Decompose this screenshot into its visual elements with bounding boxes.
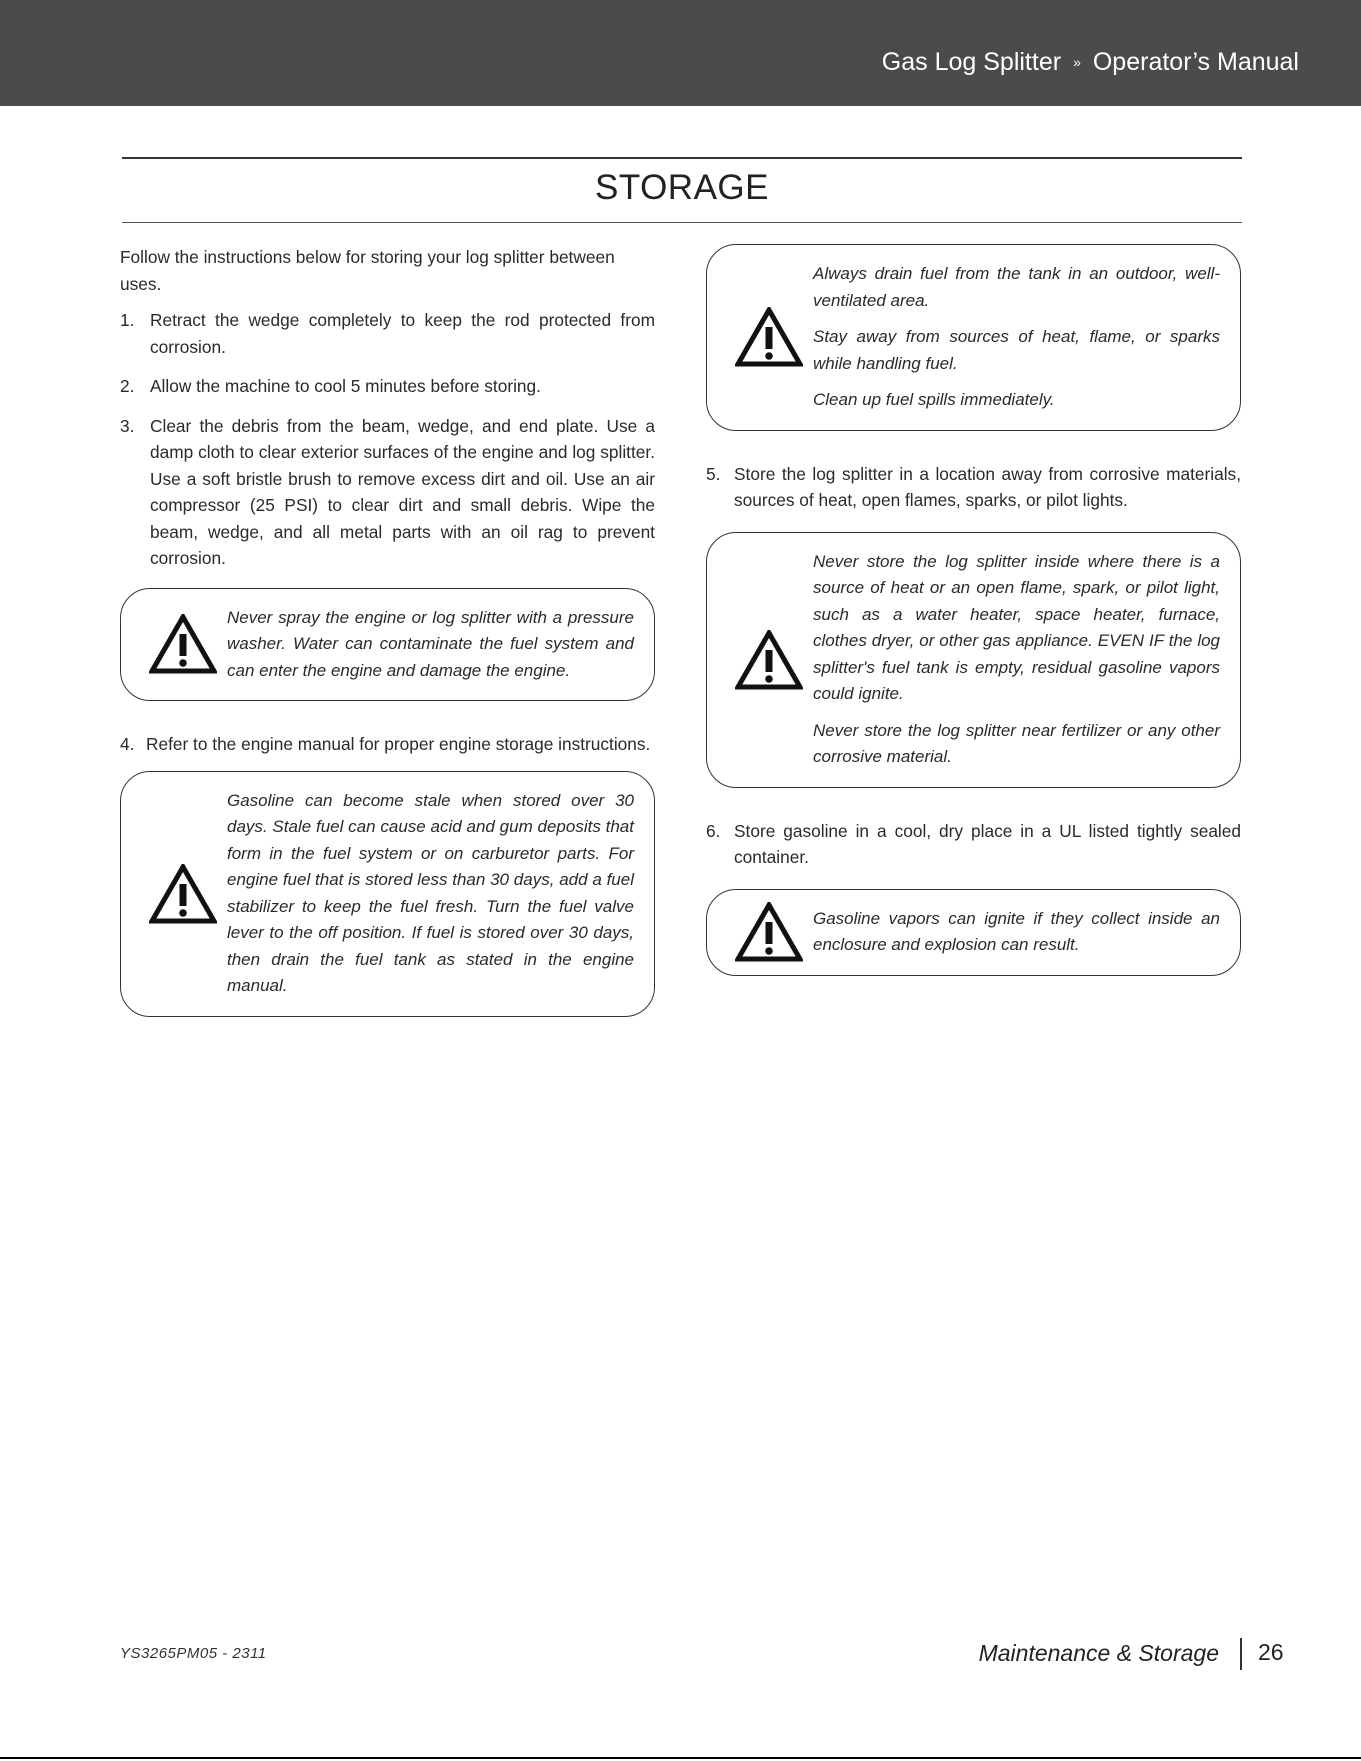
warning-box-indoor-storage: [706, 532, 1241, 788]
intro-paragraph: Follow the instructions below for storing your log splitter between uses.: [120, 247, 615, 294]
warning-text: Never store the log splitter inside where there is a source of heat or an open flame, spark, or pilot light, such as a water heater, space heater, furnace, clothes dryer, or other gas appliance. EVEN IF the log splitter's fuel tank is empty, residual gasoline vapors could ignite.: [813, 551, 1220, 703]
warning-triangle-icon: [149, 864, 217, 924]
page-bottom-line: [0, 1757, 1361, 1759]
warning-box-pressure-washer: [120, 588, 655, 702]
header-manual: Operator’s Manual: [1092, 48, 1299, 76]
step-number: 4.: [120, 734, 135, 754]
step-item: [706, 818, 1241, 871]
warning-box-vapors: [706, 889, 1241, 976]
title-rule-bottom: [122, 222, 1242, 223]
step-item: [120, 373, 655, 400]
step-number: 5.: [706, 463, 721, 484]
footer-section-name: Maintenance & Storage: [978, 1640, 1219, 1666]
warning-text: Never spray the engine or log splitter with a pressure washer. Water can contaminate the fuel system and can enter the engine and damage the engine.: [227, 607, 634, 680]
step-item: [120, 307, 655, 360]
left-column: [120, 244, 655, 1047]
footer-doc-code: YS3265PM05 - 2311: [120, 1645, 267, 1662]
warning-text: Clean up fuel spills immediately.: [813, 390, 1055, 409]
step-text: Store gasoline in a cool, dry place in a UL listed tightly sealed container.: [734, 820, 1241, 867]
footer-page-number: 26: [1258, 1639, 1284, 1665]
step-text: Allow the machine to cool 5 minutes before storing.: [150, 376, 541, 396]
header-breadcrumb: [882, 48, 1299, 77]
warning-triangle-icon: [735, 630, 803, 690]
warning-text: Never store the log splitter near fertilizer or any other corrosive material.: [813, 720, 1220, 766]
warning-box-drain-fuel: [706, 244, 1241, 431]
step-number: 6.: [706, 820, 721, 841]
step-number: 3.: [120, 415, 135, 436]
warning-text: Gasoline can become stale when stored over 30 days. Stale fuel can cause acid and gum deposits that form in the fuel system or on carburetor parts. For engine fuel that is stored less than 30 days, add a fuel stabilizer to keep the fuel fresh. Turn the fuel valve lever to the off position. If fuel is stored over 30 days, then drain the fuel tank as stated in the engine manual.: [227, 790, 634, 995]
warning-triangle-icon: [735, 902, 803, 962]
warning-text: Always drain fuel from the tank in an outdoor, well-ventilated area.: [813, 264, 1220, 310]
right-column: [706, 244, 1241, 1006]
header-product: Gas Log Splitter: [881, 48, 1062, 76]
step-item: [706, 461, 1241, 514]
step-item: [120, 413, 655, 572]
warning-triangle-icon: [149, 614, 217, 674]
step-item: [120, 731, 655, 758]
title-rule-top: [122, 157, 1242, 159]
step-number: 2.: [120, 376, 135, 396]
warning-triangle-icon: [735, 307, 803, 367]
step-text: Store the log splitter in a location away from corrosive materials, sources of heat, open flames, sparks, or pilot lights.: [734, 463, 1241, 510]
warning-text: Gasoline vapors can ignite if they collect inside an enclosure and explosion can result.: [813, 908, 1220, 954]
page-title: STORAGE: [594, 168, 769, 207]
header-separator: »: [1073, 54, 1081, 70]
warning-text: Stay away from sources of heat, flame, or sparks while handling fuel.: [813, 327, 1220, 373]
step-text: Clear the debris from the beam, wedge, and end plate. Use a damp cloth to clear exterior surfaces of the engine and log splitter. Use a soft bristle brush to remove excess dirt and oil. Use an air compressor (25 PSI) to clear dirt and small debris. Wipe the beam, wedge, and all metal parts with an oil rag to prevent corrosion.: [150, 415, 655, 568]
step-text: Refer to the engine manual for proper engine storage instructions.: [146, 734, 651, 754]
footer-divider: [1240, 1638, 1242, 1670]
warning-box-stale-fuel: [120, 771, 655, 1017]
step-text: Retract the wedge completely to keep the rod protected from corrosion.: [150, 310, 655, 357]
header-bar: [0, 0, 1361, 106]
step-number: 1.: [120, 310, 135, 330]
